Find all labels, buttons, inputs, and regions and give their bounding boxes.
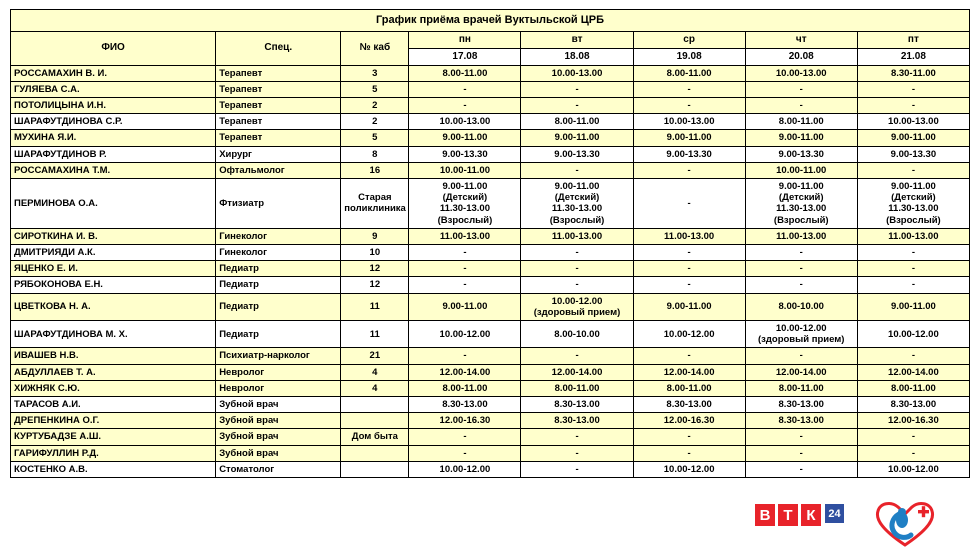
cell-spec: Фтизиатр (216, 179, 341, 229)
cell-time-day-0: - (409, 245, 521, 261)
cell-spec: Хирург (216, 146, 341, 162)
cell-fio: РОССАМАХИН В. И. (11, 65, 216, 81)
cell-fio: ГАРИФУЛЛИН Р.Д. (11, 445, 216, 461)
cell-spec: Терапевт (216, 130, 341, 146)
vtk-letter-t: Т (778, 504, 798, 526)
table-row (11, 162, 970, 178)
cell-time-day-2: 9.00-13.30 (633, 146, 745, 162)
cell-time-day-2: - (633, 162, 745, 178)
cell-time-day-4: - (857, 277, 969, 293)
cell-fio: МУХИНА Я.И. (11, 130, 216, 146)
cell-time-day-2: 12.00-14.00 (633, 364, 745, 380)
cell-time-day-3: - (745, 81, 857, 97)
cell-time-day-3: - (745, 98, 857, 114)
cell-time-day-4: - (857, 348, 969, 364)
cell-spec: Невролог (216, 380, 341, 396)
cell-kab: 21 (341, 348, 409, 364)
cell-time-day-3: - (745, 429, 857, 445)
vtk-letter-k: К (801, 504, 821, 526)
cell-spec: Педиатр (216, 261, 341, 277)
cell-time-day-2: - (633, 429, 745, 445)
cell-kab (341, 461, 409, 477)
cell-time-day-3: 8.30-13.00 (745, 413, 857, 429)
cell-time-day-0: 10.00-12.00 (409, 461, 521, 477)
cell-time-day-0: - (409, 277, 521, 293)
cell-time-day-3: 8.00-10.00 (745, 293, 857, 320)
table-row (11, 245, 970, 261)
cell-time-day-3: 9.00-11.00 (Детский) 11.30-13.00 (Взрослый) (745, 179, 857, 229)
cell-spec: Терапевт (216, 114, 341, 130)
cell-time-day-3: - (745, 348, 857, 364)
cell-time-day-4: 9.00-11.00 (Детский) 11.30-13.00 (Взрослый) (857, 179, 969, 229)
cell-time-day-3: - (745, 277, 857, 293)
column-header-day-0: пн (409, 32, 521, 49)
cell-fio: КУРТУБАДЗЕ А.Ш. (11, 429, 216, 445)
cell-time-day-1: 11.00-13.00 (521, 228, 633, 244)
cell-spec: Гинеколог (216, 245, 341, 261)
cell-time-day-4: 9.00-11.00 (857, 130, 969, 146)
cell-time-day-2: 10.00-12.00 (633, 321, 745, 348)
table-row (11, 146, 970, 162)
table-row (11, 321, 970, 348)
cell-time-day-4: - (857, 81, 969, 97)
cell-time-day-1: 12.00-14.00 (521, 364, 633, 380)
cell-time-day-3: 8.00-11.00 (745, 114, 857, 130)
cell-time-day-0: - (409, 445, 521, 461)
table-row (11, 98, 970, 114)
cell-time-day-0: - (409, 348, 521, 364)
doctors-schedule-table (10, 9, 970, 478)
cell-spec: Зубной врач (216, 445, 341, 461)
cell-time-day-1: - (521, 245, 633, 261)
cell-time-day-4: 8.30-13.00 (857, 397, 969, 413)
cell-time-day-0: 8.30-13.00 (409, 397, 521, 413)
column-header-spec: Спец. (216, 32, 341, 66)
cell-kab: 4 (341, 380, 409, 396)
cell-time-day-1: - (521, 162, 633, 178)
cell-time-day-2: 8.00-11.00 (633, 380, 745, 396)
table-row (11, 461, 970, 477)
crb-logo-icon (868, 498, 942, 548)
cell-time-day-3: 9.00-11.00 (745, 130, 857, 146)
cell-fio: ГУЛЯЕВА С.А. (11, 81, 216, 97)
cell-time-day-4: 9.00-11.00 (857, 293, 969, 320)
cell-kab: Старая поликлиника (341, 179, 409, 229)
cell-time-day-1: 9.00-11.00 (Детский) 11.30-13.00 (Взрослый) (521, 179, 633, 229)
cell-time-day-2: 9.00-11.00 (633, 293, 745, 320)
table-row (11, 397, 970, 413)
cell-time-day-2: - (633, 445, 745, 461)
table-body (11, 65, 970, 477)
cell-time-day-1: - (521, 98, 633, 114)
cell-time-day-0: - (409, 429, 521, 445)
cell-time-day-3: - (745, 245, 857, 261)
cell-fio: ШАРАФУТДИНОВ Р. (11, 146, 216, 162)
cell-kab (341, 445, 409, 461)
cell-time-day-3: - (745, 445, 857, 461)
cell-spec: Педиатр (216, 321, 341, 348)
cell-fio: ШАРАФУТДИНОВА М. Х. (11, 321, 216, 348)
column-header-day-4: пт (857, 32, 969, 49)
cell-time-day-3: 11.00-13.00 (745, 228, 857, 244)
cell-time-day-0: - (409, 81, 521, 97)
cell-time-day-1: 9.00-13.30 (521, 146, 633, 162)
column-header-day-1: вт (521, 32, 633, 49)
cell-time-day-4: 12.00-14.00 (857, 364, 969, 380)
cell-time-day-1: 9.00-11.00 (521, 130, 633, 146)
table-header (11, 10, 970, 66)
cell-time-day-4: 10.00-12.00 (857, 461, 969, 477)
cell-time-day-4: - (857, 445, 969, 461)
cell-kab (341, 397, 409, 413)
cell-time-day-0: 12.00-16.30 (409, 413, 521, 429)
cell-kab: Дом быта (341, 429, 409, 445)
cell-time-day-4: 8.00-11.00 (857, 380, 969, 396)
cell-time-day-3: 12.00-14.00 (745, 364, 857, 380)
crb-heart-logo (868, 498, 942, 548)
column-header-fio: ФИО (11, 32, 216, 66)
cell-time-day-4: - (857, 261, 969, 277)
table-row (11, 81, 970, 97)
cell-spec: Стоматолог (216, 461, 341, 477)
cell-time-day-0: 8.00-11.00 (409, 380, 521, 396)
column-date-0: 17.08 (409, 48, 521, 65)
cell-fio: РОССАМАХИНА Т.М. (11, 162, 216, 178)
cell-fio: ТАРАСОВ А.И. (11, 397, 216, 413)
column-header-day-2: ср (633, 32, 745, 49)
table-row (11, 380, 970, 396)
table-row (11, 413, 970, 429)
cell-fio: ДРЕПЕНКИНА О.Г. (11, 413, 216, 429)
cell-time-day-4: 10.00-13.00 (857, 114, 969, 130)
cell-time-day-2: 10.00-13.00 (633, 114, 745, 130)
table-row (11, 445, 970, 461)
cell-spec: Зубной врач (216, 413, 341, 429)
cell-spec: Терапевт (216, 98, 341, 114)
cell-kab: 9 (341, 228, 409, 244)
cell-time-day-1: 8.00-11.00 (521, 380, 633, 396)
column-header-kab: № каб (341, 32, 409, 66)
cell-time-day-0: 10.00-11.00 (409, 162, 521, 178)
cell-time-day-0: 9.00-11.00 (Детский) 11.30-13.00 (Взрослый) (409, 179, 521, 229)
cell-time-day-3: 8.00-11.00 (745, 380, 857, 396)
cell-kab: 5 (341, 81, 409, 97)
cell-time-day-1: 10.00-12.00 (здоровый прием) (521, 293, 633, 320)
cell-kab: 2 (341, 98, 409, 114)
column-date-4: 21.08 (857, 48, 969, 65)
cell-time-day-1: 8.00-11.00 (521, 114, 633, 130)
cell-time-day-4: 12.00-16.30 (857, 413, 969, 429)
cell-time-day-2: 9.00-11.00 (633, 130, 745, 146)
table-row (11, 261, 970, 277)
column-date-3: 20.08 (745, 48, 857, 65)
page-title: График приёма врачей Вуктыльской ЦРБ (11, 10, 970, 32)
vtk-badge-24: 24 (825, 504, 844, 523)
cell-time-day-3: - (745, 461, 857, 477)
cell-time-day-2: 8.00-11.00 (633, 65, 745, 81)
cell-time-day-2: - (633, 348, 745, 364)
cell-spec: Терапевт (216, 65, 341, 81)
vtk-letter-v: В (755, 504, 775, 526)
cell-kab: 12 (341, 261, 409, 277)
cell-time-day-4: 9.00-13.30 (857, 146, 969, 162)
cell-spec: Педиатр (216, 277, 341, 293)
column-date-1: 18.08 (521, 48, 633, 65)
table-row (11, 114, 970, 130)
table-row (11, 179, 970, 229)
cell-time-day-4: 11.00-13.00 (857, 228, 969, 244)
cell-time-day-4: 8.30-11.00 (857, 65, 969, 81)
cell-spec: Невролог (216, 364, 341, 380)
cell-kab: 5 (341, 130, 409, 146)
cell-time-day-0: 9.00-11.00 (409, 293, 521, 320)
table-row (11, 65, 970, 81)
cell-time-day-4: - (857, 245, 969, 261)
cell-time-day-1: 8.30-13.00 (521, 397, 633, 413)
cell-time-day-2: 8.30-13.00 (633, 397, 745, 413)
cell-time-day-2: 10.00-12.00 (633, 461, 745, 477)
column-header-day-3: чт (745, 32, 857, 49)
cell-kab: 11 (341, 321, 409, 348)
cell-spec: Зубной врач (216, 397, 341, 413)
cell-time-day-0: 10.00-13.00 (409, 114, 521, 130)
cell-time-day-2: - (633, 261, 745, 277)
cell-time-day-0: 8.00-11.00 (409, 65, 521, 81)
cell-time-day-3: 9.00-13.30 (745, 146, 857, 162)
cell-time-day-4: - (857, 98, 969, 114)
cell-time-day-2: - (633, 81, 745, 97)
cell-time-day-1: - (521, 461, 633, 477)
cell-spec: Офтальмолог (216, 162, 341, 178)
table-row (11, 429, 970, 445)
cell-time-day-1: 10.00-13.00 (521, 65, 633, 81)
cell-time-day-1: - (521, 81, 633, 97)
cell-time-day-4: - (857, 429, 969, 445)
cell-time-day-2: - (633, 245, 745, 261)
cell-time-day-0: - (409, 261, 521, 277)
cell-time-day-0: 11.00-13.00 (409, 228, 521, 244)
cell-kab: 12 (341, 277, 409, 293)
table-row (11, 277, 970, 293)
table-row (11, 228, 970, 244)
cell-time-day-1: - (521, 429, 633, 445)
cell-time-day-3: 10.00-12.00 (здоровый прием) (745, 321, 857, 348)
cell-fio: ПЕРМИНОВА О.А. (11, 179, 216, 229)
cell-time-day-1: 8.30-13.00 (521, 413, 633, 429)
column-header-row (11, 32, 970, 49)
cell-fio: СИРОТКИНА И. В. (11, 228, 216, 244)
cell-kab: 2 (341, 114, 409, 130)
cell-time-day-1: - (521, 261, 633, 277)
cell-time-day-2: 12.00-16.30 (633, 413, 745, 429)
cell-fio: ИВАШЕВ Н.В. (11, 348, 216, 364)
title-row (11, 10, 970, 32)
cell-time-day-0: 9.00-13.30 (409, 146, 521, 162)
cell-spec: Зубной врач (216, 429, 341, 445)
cell-time-day-0: 9.00-11.00 (409, 130, 521, 146)
cell-time-day-1: - (521, 348, 633, 364)
cell-kab: 16 (341, 162, 409, 178)
table-row (11, 293, 970, 320)
cell-fio: РЯБОКОНОВА Е.Н. (11, 277, 216, 293)
cell-fio: ДМИТРИЯДИ А.К. (11, 245, 216, 261)
cell-spec: Гинеколог (216, 228, 341, 244)
cell-time-day-2: 11.00-13.00 (633, 228, 745, 244)
table-row (11, 130, 970, 146)
cell-fio: ЯЦЕНКО Е. И. (11, 261, 216, 277)
cell-time-day-2: - (633, 98, 745, 114)
cell-time-day-3: 8.30-13.00 (745, 397, 857, 413)
cell-time-day-0: - (409, 98, 521, 114)
cell-fio: ПОТОЛИЦЫНА И.Н. (11, 98, 216, 114)
cell-kab: 10 (341, 245, 409, 261)
cell-time-day-1: 8.00-10.00 (521, 321, 633, 348)
cell-time-day-4: 10.00-12.00 (857, 321, 969, 348)
cell-time-day-1: - (521, 277, 633, 293)
cell-fio: АБДУЛЛАЕВ Т. А. (11, 364, 216, 380)
table-row (11, 364, 970, 380)
cell-spec: Терапевт (216, 81, 341, 97)
footer-logos (0, 496, 980, 555)
cell-spec: Педиатр (216, 293, 341, 320)
schedule-page (0, 9, 980, 555)
cell-time-day-3: - (745, 261, 857, 277)
column-date-2: 19.08 (633, 48, 745, 65)
cell-time-day-4: - (857, 162, 969, 178)
cell-spec: Психиатр-нарколог (216, 348, 341, 364)
cell-fio: ХИЖНЯК С.Ю. (11, 380, 216, 396)
cell-time-day-2: - (633, 277, 745, 293)
vtk-logo (755, 504, 844, 526)
cell-kab: 3 (341, 65, 409, 81)
cell-time-day-3: 10.00-13.00 (745, 65, 857, 81)
cell-time-day-1: - (521, 445, 633, 461)
cell-fio: ЦВЕТКОВА Н. А. (11, 293, 216, 320)
cell-time-day-3: 10.00-11.00 (745, 162, 857, 178)
cell-kab: 11 (341, 293, 409, 320)
cell-kab: 4 (341, 364, 409, 380)
table-row (11, 348, 970, 364)
cell-time-day-0: 10.00-12.00 (409, 321, 521, 348)
cell-fio: КОСТЕНКО А.В. (11, 461, 216, 477)
cell-kab (341, 413, 409, 429)
cell-kab: 8 (341, 146, 409, 162)
cell-time-day-2: - (633, 179, 745, 229)
cell-fio: ШАРАФУТДИНОВА С.Р. (11, 114, 216, 130)
cell-time-day-0: 12.00-14.00 (409, 364, 521, 380)
